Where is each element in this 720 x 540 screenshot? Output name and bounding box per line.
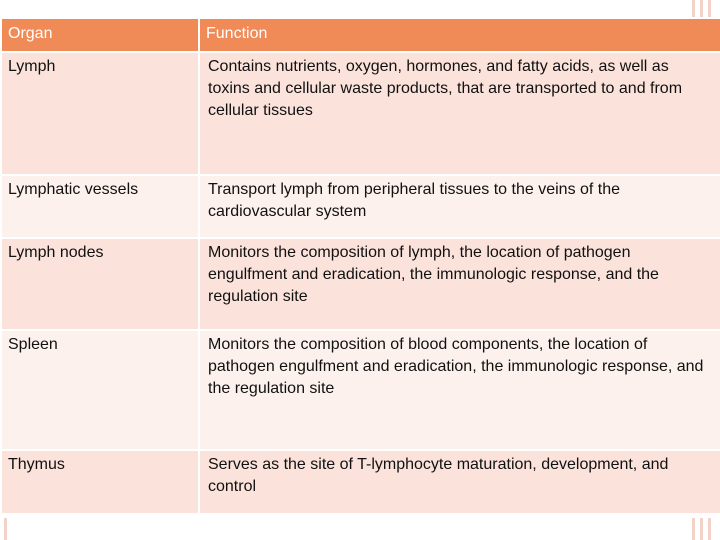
organ-function-table-container xyxy=(0,17,720,515)
function-cell: Monitors the composition of lymph, the location of pathogen engulfment and eradication, the immunologic response, and the regulation site xyxy=(199,238,720,330)
function-cell: Contains nutrients, oxygen, hormones, and fatty acids, as well as toxins and cellular waste products, that are transported to and from cellular tissues xyxy=(199,52,720,175)
decorative-stripe-bottom-right-1 xyxy=(692,518,695,540)
decorative-stripe-top-right-3 xyxy=(708,0,711,18)
decorative-stripe-bottom-left xyxy=(4,518,7,540)
table-row xyxy=(1,450,720,514)
organ-cell: Lymph nodes xyxy=(1,238,199,330)
function-cell: Transport lymph from peripheral tissues to the veins of the cardiovascular system xyxy=(199,175,720,238)
table-row xyxy=(1,330,720,450)
header-organ: Organ xyxy=(1,18,199,52)
decorative-stripe-bottom-right-2 xyxy=(700,518,703,540)
organ-cell: Spleen xyxy=(1,330,199,450)
table-row xyxy=(1,52,720,175)
organ-cell: Lymphatic vessels xyxy=(1,175,199,238)
function-cell: Monitors the composition of blood components, the location of pathogen engulfment and eradication, the immunologic response, and the regulation site xyxy=(199,330,720,450)
function-cell: Serves as the site of T-lymphocyte maturation, development, and control xyxy=(199,450,720,514)
decorative-stripe-top-right-2 xyxy=(700,0,703,18)
header-function: Function xyxy=(199,18,720,52)
organ-function-table xyxy=(0,17,720,515)
organ-cell: Lymph xyxy=(1,52,199,175)
decorative-stripe-bottom-right-3 xyxy=(708,518,711,540)
table-header-row xyxy=(1,18,720,52)
decorative-stripe-top-right-1 xyxy=(692,0,695,18)
organ-cell: Thymus xyxy=(1,450,199,514)
table-row xyxy=(1,238,720,330)
table-row xyxy=(1,175,720,238)
